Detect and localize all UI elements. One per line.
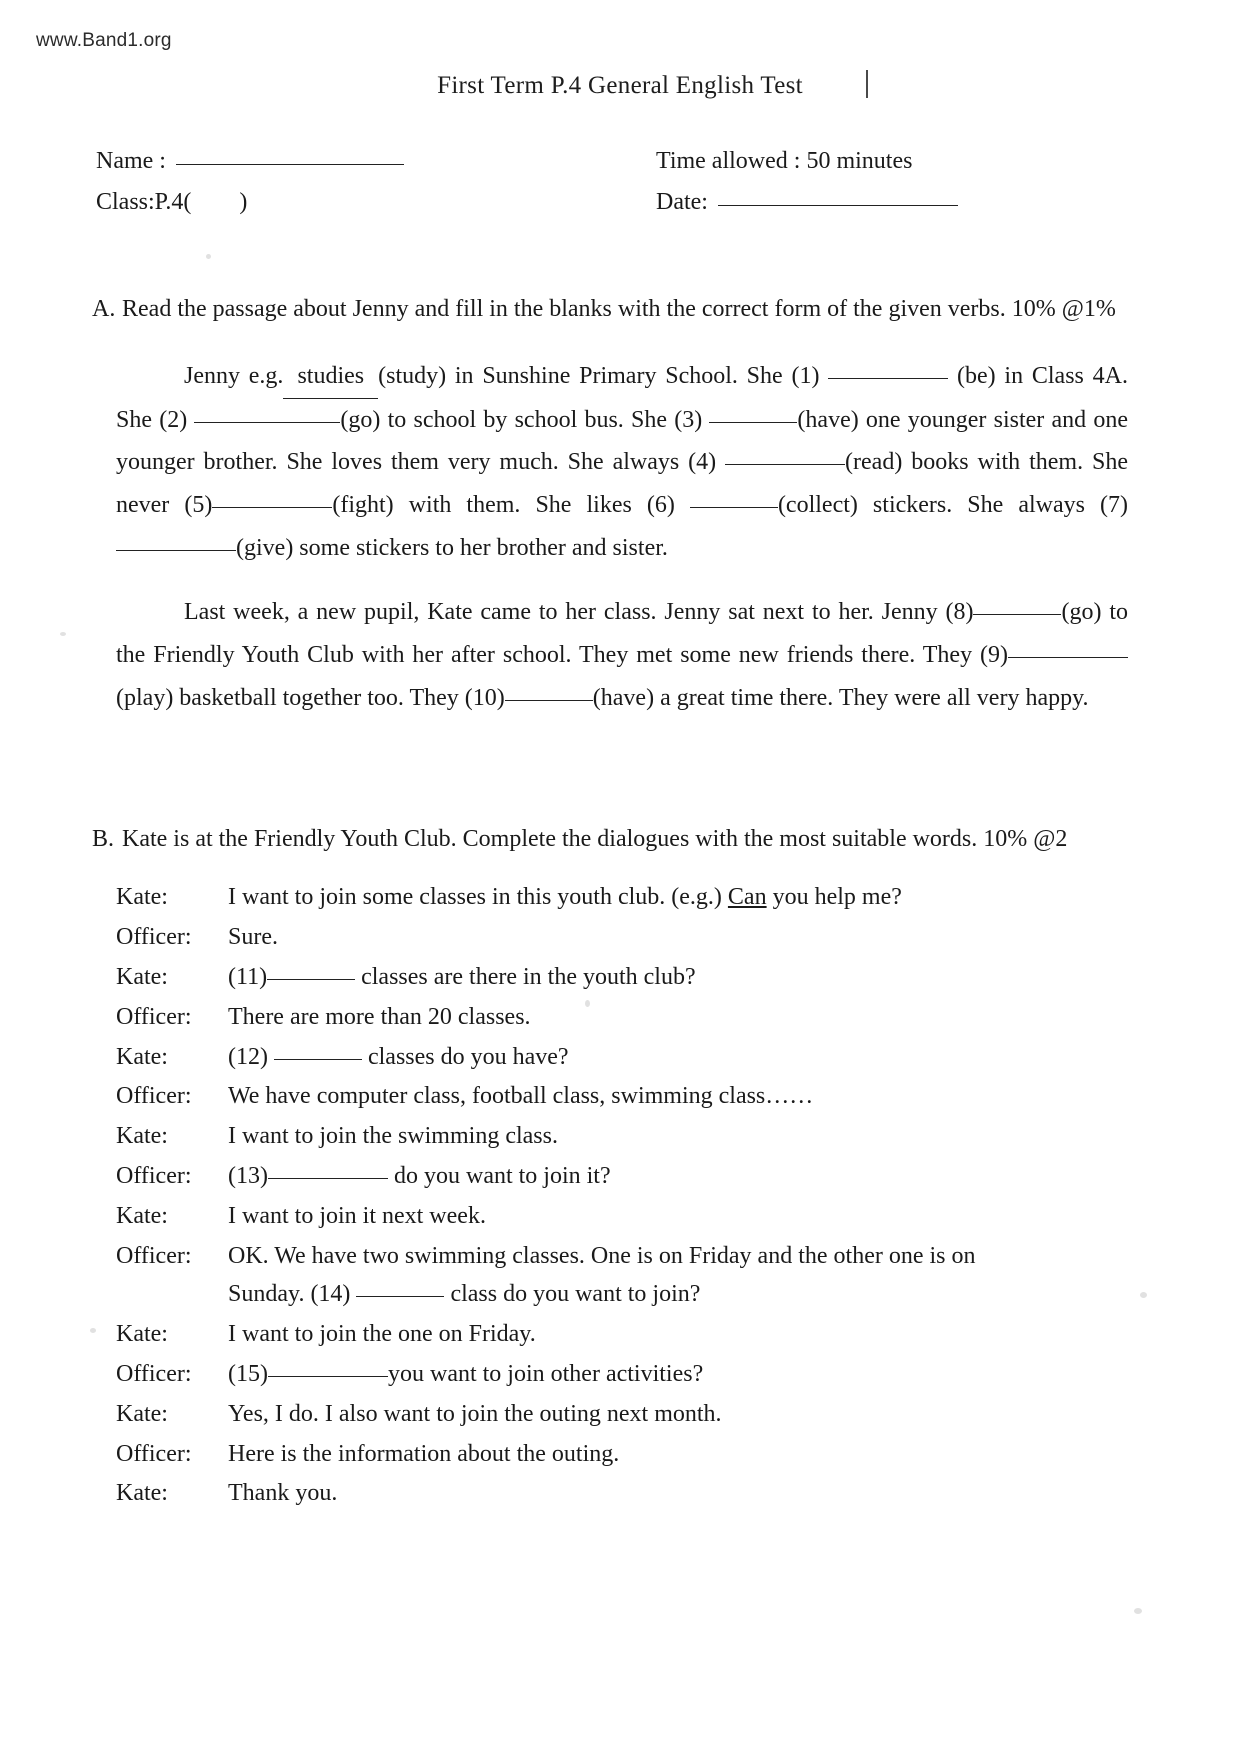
dialogue-speaker: Kate: <box>116 1123 168 1150</box>
dialogue-text <box>228 1356 1130 1394</box>
answer-blank-6[interactable] <box>690 506 778 508</box>
dialogue-speaker: Kate: <box>116 883 168 910</box>
section-a-instruction: Read the passage about Jenny and fill in the blanks with the correct form of the given verbs. 10% @1% <box>122 296 1116 322</box>
section-b <box>92 820 1150 1515</box>
name-field-group <box>96 148 656 175</box>
p1-text-9: (give) some stickers to her brother and sister. <box>236 534 668 561</box>
dialogue-row <box>116 1118 1130 1156</box>
site-watermark: www.Band1.org <box>36 30 172 51</box>
section-b-letter: B. <box>92 826 115 852</box>
dialogue-row <box>116 1436 1130 1474</box>
dialogue-text <box>228 1238 1130 1314</box>
p1-text-1: Jenny e.g. <box>184 362 284 389</box>
dialogue-text: Thank you. <box>228 1480 338 1507</box>
dialogue-text: We have computer class, football class, swimming class…… <box>228 1083 814 1110</box>
p1-text-8: (collect) stickers. She always (7) <box>777 492 1129 519</box>
name-label: Name : <box>96 148 166 174</box>
dialogue-row <box>116 959 1130 997</box>
answer-blank-2[interactable] <box>194 421 340 423</box>
dialogue-text: Sure. <box>228 923 278 950</box>
answer-blank-12[interactable] <box>274 1058 362 1060</box>
scan-speck <box>60 632 66 636</box>
p2-text-1: Last week, a new pupil, Kate came to her class. Jenny sat next to her. Jenny (8) <box>184 599 974 626</box>
name-input-line[interactable] <box>176 163 404 165</box>
dialogue-text: There are more than 20 classes. <box>228 1003 531 1030</box>
dialogue-pre: (11) <box>228 963 268 990</box>
date-input-line[interactable] <box>718 204 958 206</box>
class-field-group <box>96 189 656 216</box>
dialogue-cont-post: class do you want to join? <box>444 1280 701 1307</box>
dialogue-speaker: Officer: <box>116 923 192 950</box>
answer-blank-13[interactable] <box>268 1177 388 1179</box>
dialogue-cont-pre: Sunday. (14) <box>228 1280 357 1307</box>
section-a-passage <box>116 355 1128 720</box>
section-a-letter: A. <box>92 296 116 322</box>
scan-speck <box>206 254 211 259</box>
dialogue-pre: (13) <box>228 1163 268 1190</box>
p1-text-2: (study) in Sunshine Primary School. She (1) <box>378 362 820 389</box>
answer-blank-11[interactable] <box>267 978 355 980</box>
dialogue-pre: OK. We have two swimming classes. One is on Friday and the other one is on <box>228 1243 976 1270</box>
dialogue-speaker: Officer: <box>116 1243 192 1270</box>
dialogue-post: classes are there in the youth club? <box>355 963 696 990</box>
dialogue-text <box>228 1039 1130 1077</box>
dialogue-continuation <box>228 1276 1130 1314</box>
answer-blank-1[interactable] <box>828 377 948 379</box>
dialogue-speaker: Officer: <box>116 1360 192 1387</box>
dialogue-speaker: Officer: <box>116 1163 192 1190</box>
dialogue-row <box>116 1316 1130 1354</box>
section-a-heading <box>92 290 1150 329</box>
p1-text-6: (read) books with them. She never (5) <box>116 449 1128 519</box>
dialogue-post: you help me? <box>766 883 902 910</box>
dialogue-speaker: Officer: <box>116 1083 192 1110</box>
p2-text-2: (go) to the Friendly Youth Club with her after school. They met some new friends there. They (9) <box>116 599 1128 669</box>
date-field-group <box>656 189 1146 216</box>
dialogue-pre: (15) <box>228 1360 268 1387</box>
dialogue-post: do you want to join it? <box>387 1163 611 1190</box>
answer-blank-10[interactable] <box>505 699 593 701</box>
dialogue-row <box>116 1396 1130 1434</box>
dialogue-row <box>116 879 1130 917</box>
dialogue-speaker: Kate: <box>116 1480 168 1507</box>
dialogue-row <box>116 1078 1130 1116</box>
dialogue-pre: I want to join some classes in this youth club. (e.g.) <box>228 883 728 910</box>
section-b-heading <box>92 820 1150 859</box>
answer-blank-4[interactable] <box>725 463 845 465</box>
p1-text-7: (fight) with them. She likes (6) <box>332 492 675 519</box>
dialogue-row <box>116 999 1130 1037</box>
student-info-header <box>96 148 1146 230</box>
dialogue-pre: (12) <box>228 1043 274 1070</box>
time-allowed-group <box>656 148 1146 175</box>
dialogue-speaker: Kate: <box>116 1320 168 1347</box>
dialogue-row <box>116 1158 1130 1196</box>
dialogue-text <box>228 959 1130 997</box>
dialogue-text: Yes, I do. I also want to join the outing next month. <box>228 1400 722 1427</box>
answer-blank-5[interactable] <box>212 506 332 508</box>
page-title: First Term P.4 General English Test <box>437 72 803 99</box>
title-divider-mark <box>866 70 868 98</box>
dialogue-post: classes do you have? <box>361 1043 569 1070</box>
dialogue-text: Here is the information about the outing. <box>228 1440 620 1467</box>
dialogue-row <box>116 1475 1130 1513</box>
p1-text-5: (have) one younger sister and one younger brother. She loves them very much. She always (4) <box>116 406 1129 476</box>
p1-text-4: (go) to school by school bus. She (3) <box>340 406 703 433</box>
p2-text-3: (play) basketball together too. They (10) <box>116 684 505 711</box>
dialogue-speaker: Kate: <box>116 1203 168 1230</box>
passage-paragraph-2 <box>116 591 1128 719</box>
dialogue-post: you want to join other activities? <box>387 1360 704 1387</box>
answer-blank-15[interactable] <box>268 1375 388 1377</box>
class-label[interactable]: Class:P.4( ) <box>96 189 248 215</box>
dialogue-text: I want to join it next week. <box>228 1203 486 1230</box>
dialogue-text <box>228 1158 1130 1196</box>
dialogue-text <box>228 879 1130 917</box>
example-answer-studies: studies <box>283 355 378 399</box>
answer-blank-7[interactable] <box>116 549 236 551</box>
p2-text-4: (have) a great time there. They were all very happy. <box>592 684 1089 711</box>
section-b-dialogue <box>116 879 1130 1514</box>
example-answer-can: Can <box>727 883 767 910</box>
header-row-name <box>96 148 1146 175</box>
answer-blank-14[interactable] <box>356 1295 444 1297</box>
section-a <box>92 290 1150 742</box>
time-allowed-label: Time allowed : 50 minutes <box>656 148 913 174</box>
section-b-instruction: Kate is at the Friendly Youth Club. Complete the dialogues with the most suitable words. 10% @2 <box>122 826 1068 852</box>
answer-blank-8[interactable] <box>973 613 1061 615</box>
dialogue-speaker: Kate: <box>116 1400 168 1427</box>
dialogue-row <box>116 919 1130 957</box>
dialogue-speaker: Officer: <box>116 1440 192 1467</box>
answer-blank-3[interactable] <box>709 421 797 423</box>
scan-speck <box>1134 1608 1142 1614</box>
dialogue-text: I want to join the one on Friday. <box>228 1320 536 1347</box>
passage-paragraph-1 <box>116 355 1128 570</box>
dialogue-speaker: Officer: <box>116 1003 192 1030</box>
dialogue-row <box>116 1356 1130 1394</box>
dialogue-text: I want to join the swimming class. <box>228 1123 558 1150</box>
dialogue-speaker: Kate: <box>116 1043 168 1070</box>
p1-text-3: (be) in Class 4A. She (2) <box>116 362 1128 433</box>
header-row-class <box>96 189 1146 216</box>
dialogue-speaker: Kate: <box>116 963 168 990</box>
dialogue-row <box>116 1198 1130 1236</box>
dialogue-row <box>116 1039 1130 1077</box>
date-label: Date: <box>656 189 708 215</box>
answer-blank-9[interactable] <box>1008 656 1128 658</box>
dialogue-row <box>116 1238 1130 1314</box>
